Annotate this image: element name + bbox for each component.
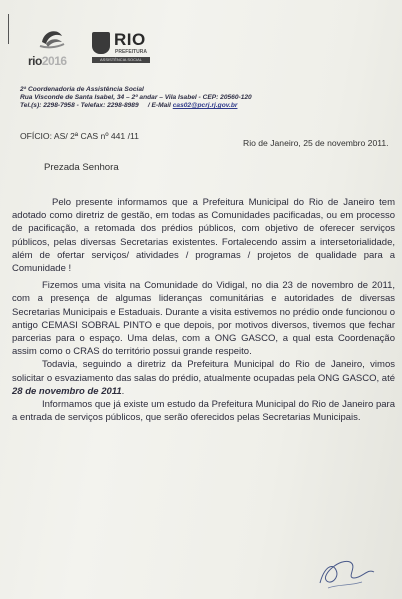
paragraph-4-text: Informamos que já existe um estudo da Prefeitura Municipal do Rio de Janeiro para a entrada de serviços públicos, que serão oferecidos pelas Secretarias Municipais. [12, 399, 395, 424]
paragraph-1-text: Pelo presente informamos que a Prefeitura Municipal do Rio de Janeiro tem adotado como diretriz de gestão, em todas as Comunidades pacificadas, ou em processo de pacificação, a retomada dos prédios públicos, com objetivo de oferecer serviços públicos, pelas diversas Secretarias existentes. Fortalecendo assim a intersetorialidade, além de ofertar serviços/ atividades / programas / projetos de qualidade para a Comunidade ! [12, 197, 395, 275]
signature-mark [310, 548, 380, 593]
year-text: 2016 [41, 54, 67, 68]
paragraph-3-end: . [121, 385, 125, 397]
contact-line [20, 102, 310, 110]
prefeitura-subtitle: PREFEITURA [115, 49, 147, 55]
prefeitura-band-text: ASSISTÊNCIA SOCIAL [99, 57, 142, 62]
prefeitura-logo [92, 30, 150, 64]
rio2016-logo [26, 24, 78, 74]
paragraph-3 [12, 358, 395, 398]
prefeitura-band [92, 57, 150, 63]
email-label: / E-Mail [147, 102, 171, 110]
document-reference: OFÍCIO: AS/ 2ª CAS nº 441 /11 [20, 131, 139, 141]
paragraph-2 [12, 279, 395, 358]
deadline-date: 28 de novembro de 2011 [12, 385, 122, 397]
paragraph-2-text: Fizemos uma visita na Comunidade do Vidigal, no dia 23 de novembro de 2011, com a presença de algumas lideranças comunitárias e autoridades de diversas Secretarias Municipais e Estaduais. Durante a visita estivemos no prédio onde funcionou o antigo CEMASI SOBRAL PINTO e que depois, por motivos diversos, tivemos que fechar parcerias para o espaço. Uma delas, com a ONG GASCO, a qual esta Coordenação assim como o CRAS do território possui grande respeito. [12, 280, 395, 358]
city-crest-icon [92, 32, 110, 54]
department-name: 2ª Coordenadoria de Assistência Social [20, 86, 144, 93]
address: Rua Visconde de Santa Isabel, 34 – 2º andar – Vila Isabel - CEP: 20560-120 [20, 94, 252, 102]
letterhead [20, 86, 310, 111]
rio2016-swirl-icon [38, 24, 66, 52]
paragraph-4 [12, 398, 395, 424]
phone-numbers: Tel.(s): 2298-7958 - Telefax: 2298-8989 [20, 102, 139, 110]
margin-mark [8, 14, 9, 44]
prefeitura-name: RIO [114, 30, 146, 49]
paragraph-3-text: Todavia, seguindo a diretriz da Prefeitura Municipal do Rio de Janeiro, vimos solicitar o esvaziamento das salas do prédio, atualmente ocupadas pela ONG GASCO, até [12, 359, 395, 384]
document-date: Rio de Janeiro, 25 de novembro 2011. [243, 138, 389, 148]
letter-body [12, 196, 395, 424]
rio2016-wordmark [28, 54, 67, 68]
salutation: Prezada Senhora [44, 162, 119, 173]
rio-text: rio [28, 54, 42, 68]
paragraph-1 [12, 196, 395, 275]
email-link[interactable]: cas02@pcrj.rj.gov.br [172, 102, 238, 110]
